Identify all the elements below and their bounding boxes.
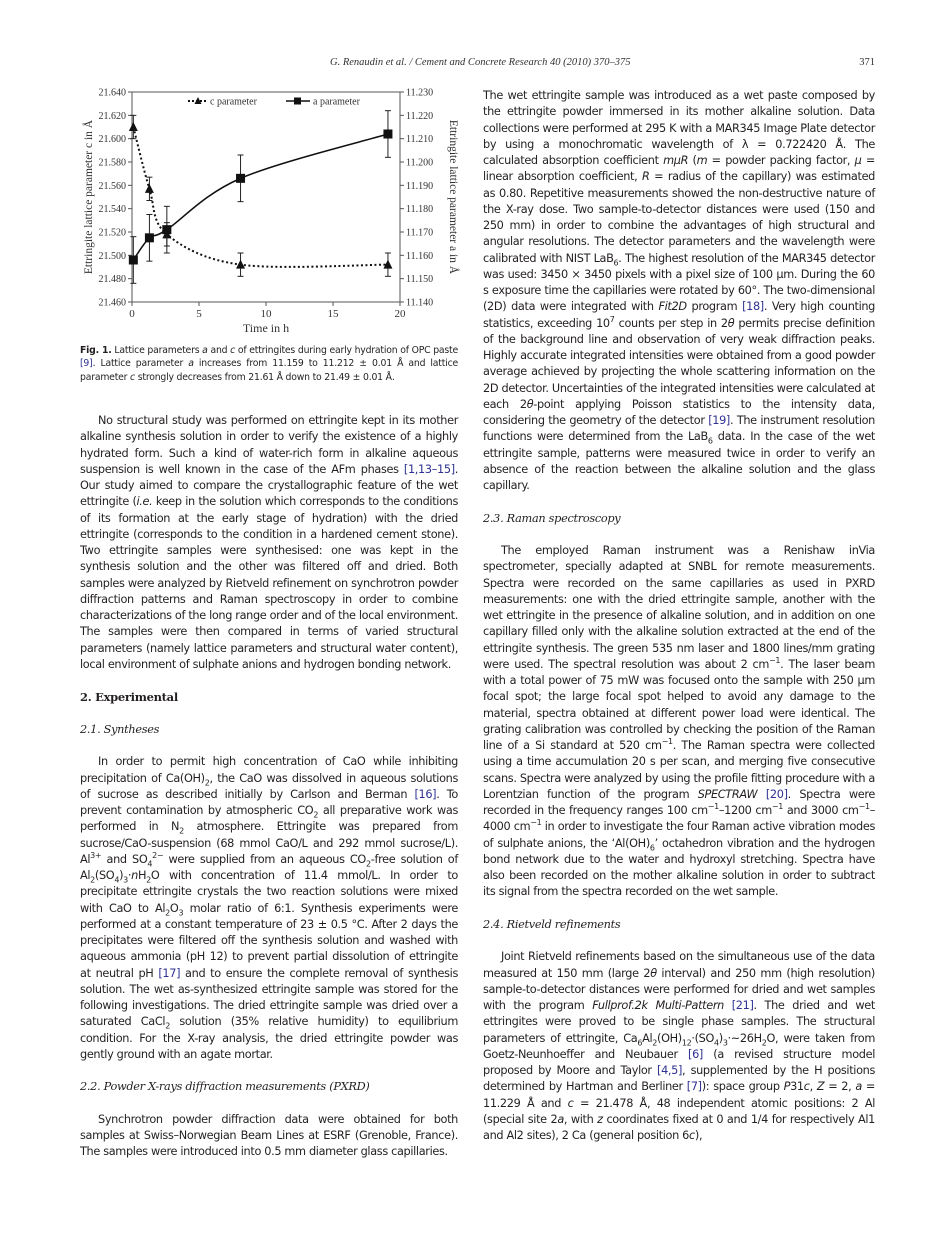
pxrd-continued-paragraph <box>483 88 875 494</box>
i-text: mμR <box>663 154 689 167</box>
subsection-heading-syntheses: 2.1. Syntheses <box>80 722 160 736</box>
text-run: (SO <box>94 869 115 882</box>
sub-text: 2 <box>652 1037 658 1047</box>
text-run: . Very high counting statistics, exceeding 10 <box>483 300 875 330</box>
i-text: θ <box>650 966 657 980</box>
text-run <box>724 999 732 1012</box>
x-tick-label: 15 <box>327 308 339 320</box>
plot-frame <box>132 92 400 302</box>
syntheses-paragraph <box>80 754 458 1063</box>
subsection-heading-rietveld: 2.4. Rietveld refinements <box>483 917 621 931</box>
sup-text: −1 <box>771 802 783 812</box>
reference-link[interactable]: [7] <box>686 1080 702 1094</box>
caption-text: . Lattice parameter <box>92 358 189 370</box>
text-run: . Our study aimed to compare the crystallographic feature of the wet ettringite ( <box>80 462 458 509</box>
x-axis-label: Time in h <box>242 321 290 334</box>
sup-text: 7 <box>609 314 615 324</box>
y-right-axis-label: Ettringite lattice parameter a in Å <box>447 119 459 275</box>
c-parameter-point <box>129 122 138 131</box>
lattice-parameter-chart <box>70 84 470 334</box>
text-run: ) <box>119 869 124 882</box>
intro-paragraph <box>80 413 458 673</box>
i-text: R <box>641 170 650 184</box>
figure-1 <box>70 84 470 334</box>
text-run: ) <box>718 1031 723 1045</box>
caption-text: increases from 11.159 to 11.212 ± 0.01 Å and lattice parameter <box>80 358 459 383</box>
sub-text: 12 <box>681 1037 692 1047</box>
text-run: Joint Rietveld refinements based on the simultaneous use of the data measured at 150 mm (large 2 <box>483 950 875 980</box>
text-run: in order to investigate the four Raman active vibration modes of sulphate anions, the ‘Al(OH) <box>483 820 876 850</box>
text-run: Synchrotron powder diffraction data were obtained for both samples at Swiss–Norwegian Beam Lines at ESRF (Grenoble, France). The samples were introduced into 0.5 mm diameter glass capillaries. <box>80 1112 458 1159</box>
y-right-tick-label: 11.220 <box>406 110 434 122</box>
text-run: and 3000 cm <box>782 804 859 817</box>
i-text: μ <box>854 154 862 167</box>
reference-link[interactable]: [1,13–15] <box>403 462 455 476</box>
sub-text: 2 <box>761 1037 767 1047</box>
text-run: The employed Raman instrument was a Renishaw inVia spectrometer, specially adapted at SNBL for remote measurements. Spectra were recorded on the same capillaries as used in PXRD measurements: one with the dried ettringite sample, another with the wet ettringite in the presence of alkaline solution, and in addition on one capillary filled only with the alkaline solution extracted at the end of the ettringite synthesis. The green 535 nm laser and 1800 lines/mm grating were used. The spectral resolution was about 2 cm <box>483 544 875 671</box>
y-left-tick-label: 21.540 <box>98 204 126 216</box>
sup-text: −1 <box>661 737 673 747</box>
reference-link[interactable]: [19] <box>708 414 730 427</box>
text-run <box>757 788 765 801</box>
c-parameter-line <box>133 127 388 267</box>
caption-var-c: c <box>230 345 236 356</box>
sub-text: 6 <box>637 1037 643 1047</box>
y-left-tick-label: 21.620 <box>98 110 126 122</box>
text-run: , the CaO was dissolved in aqueous solutions of sucrose as described initially by Carlson and Berman <box>80 771 459 801</box>
text-run: molar ratio of 6:1. Synthesis experiments were performed at a constant temperature of 23 ± 0.5 °C. After 2 days the precipitates were filtered off the synthesis solution and washed with aqueous ammonia (pH 12) to prevent partial dissolution of ettringite at neutral pH <box>80 901 458 980</box>
rietveld-paragraph <box>483 949 875 1144</box>
x-tick-label: 10 <box>260 308 272 320</box>
x-tick-label: 20 <box>394 308 406 320</box>
sub-text: 2 <box>165 907 170 917</box>
text-run: No structural study was performed on ettringite kept in its mother alkaline synthesis solution in order to verify the existence of a highly hydrated form. Such a kind of water-rich form in alkaline aqueous suspension is well known in the case of the AFm phases <box>80 414 458 476</box>
i-text: Fullprof.2k Multi-Pattern <box>592 999 724 1012</box>
text-run: . Spectra were recorded in the frequency ranges 100 cm <box>483 787 875 817</box>
text-run: . The highest resolution of the MAR345 detector was used: 3450 × 3450 pixels with a pixel size of 100 μm. During the 60 s exposure time the capillaries were rotated by 60°. The two-dimensional (2D) data were integrated with <box>483 251 875 314</box>
sub-text: 2 <box>90 875 95 885</box>
i-text: Z <box>816 1080 825 1094</box>
right-column <box>483 88 875 1144</box>
text-run: · <box>127 869 132 882</box>
y-right-tick-label: 11.180 <box>406 204 434 216</box>
sup-text: −1 <box>707 802 719 812</box>
sub-text: 4 <box>714 1037 719 1047</box>
i-text: c <box>567 1096 574 1110</box>
caption-var-a: a <box>188 358 194 370</box>
y-right-tick-label: 11.210 <box>406 134 434 146</box>
reference-link[interactable]: [4,5] <box>657 1064 683 1077</box>
y-right-tick-label: 11.200 <box>406 157 434 169</box>
page-number: 371 <box>859 57 875 68</box>
text-run: ·(SO <box>691 1031 714 1045</box>
running-title: G. Renaudin et al. / Cement and Concrete Research 40 (2010) 370–375 <box>330 57 631 68</box>
text-run: atmosphere. Ettringite was prepared from sucrose/CaO-suspension (68 mmol CaO/L and 292 mmol sucrose/L). Al <box>80 820 458 866</box>
text-run: and SO <box>101 852 148 866</box>
a-parameter-point <box>129 256 138 265</box>
text-run: 31 <box>790 1080 804 1094</box>
pxrd-paragraph <box>80 1112 458 1161</box>
i-text: c <box>689 1129 695 1142</box>
text-run: . The instrument resolution functions were determined from the LaB <box>483 414 875 444</box>
a-parameter-point <box>236 174 245 183</box>
sub-text: 3 <box>123 875 128 885</box>
sub-text: 6 <box>613 257 619 267</box>
y-left-tick-label: 21.640 <box>98 87 126 99</box>
text-run: = 11.229 Å and <box>483 1080 876 1110</box>
sup-text: 3+ <box>90 850 102 860</box>
caption-text: of ettringites during early hydration of OPC paste <box>235 345 459 356</box>
x-tick-label: 5 <box>196 308 202 320</box>
text-run: keep in the solution which corresponds to the conditions of its formation at the early stage of hydration) with the dried ettringite (corresponds to the condition in a hardened cement stone). Two ettringite samples were synthesised: one was kept in the synthesis solution and the other was filtered off and dried. Both samples were analyzed by Rietveld refinement on synchrotron powder diffraction patterns and Raman spectroscopy in order to combine characterizations of the long range order and of the local environment. The samples were then compared in terms of varied structural parameters (namely lattice parameters and structural water content), local environment of sulphate anions and hydrogen bonding network. <box>80 495 458 671</box>
a-parameter-point <box>383 130 392 139</box>
sub-text: 4 <box>147 859 153 868</box>
caption-text: strongly decreases from 21.61 Å down to 21.49 ± 0.01 Å. <box>134 371 395 383</box>
sub-text: 3 <box>178 907 184 917</box>
text-run: = linear absorption coefficient, <box>483 154 875 184</box>
y-right-tick-label: 11.160 <box>406 250 434 262</box>
text-run: . The Raman spectra were collected using a time accumulation 20 s per scan, and merging five consecutive scans. Spectra were analyzed by using the profile fitting procedure with a Lorentzian function of the program <box>483 739 875 801</box>
section-heading-experimental: 2. Experimental <box>80 690 178 705</box>
text-run: permits precise definition of the background line and observation of very weak diffraction peaks. Highly accurate integrated intensities were obtained from a good powder average achieved by projecting the whole scattering information on the 2D detector. Uncertainties of the integrated intensities were calculated at each 2 <box>483 316 875 411</box>
text-run: , with <box>563 1112 598 1126</box>
figure-caption <box>80 344 458 384</box>
y-left-tick-label: 21.460 <box>98 297 126 309</box>
a-parameter-point <box>162 225 171 234</box>
sub-text: 2 <box>146 875 151 885</box>
text-run: Al <box>642 1031 653 1045</box>
y-left-tick-label: 21.520 <box>98 227 126 239</box>
y-right-tick-label: 11.170 <box>406 227 434 239</box>
legend-c-label: c parameter <box>210 96 257 108</box>
text-run: were supplied from an aqueous CO <box>163 852 366 866</box>
text-run: –1200 cm <box>718 804 772 817</box>
reference-link[interactable]: [20] <box>765 787 788 801</box>
caption-text: and <box>207 345 231 356</box>
caption-var-c: c <box>130 371 135 383</box>
y-left-tick-label: 21.600 <box>98 134 126 146</box>
a-parameter-line <box>133 134 388 260</box>
text-run: (a revised structure model proposed by Moore and Taylor <box>483 1047 875 1077</box>
text-run: –4000 cm <box>483 804 875 834</box>
y-left-tick-label: 21.500 <box>98 250 126 262</box>
y-left-tick-label: 21.560 <box>98 180 126 192</box>
text-run: In order to permit high concentration of CaO while inhibiting precipitation of Ca(OH) <box>80 755 458 785</box>
text-run: , supplemented by the H positions determined by Hartman and Berliner <box>483 1064 875 1094</box>
x-tick-label: 0 <box>129 308 135 320</box>
a-parameter-point <box>145 233 154 242</box>
sub-text: 2 <box>365 859 371 868</box>
y-right-tick-label: 11.150 <box>406 274 434 286</box>
i-text: Fit2D <box>658 300 687 314</box>
text-run: = powder packing factor, <box>707 154 855 167</box>
sup-text: −1 <box>769 655 781 665</box>
sup-text: 2− <box>152 850 164 860</box>
text-run: interval) and 250 mm (high resolution) sample-to-detector distances were performed for dried and wet samples with the program <box>483 966 875 1012</box>
text-run: program <box>686 300 743 314</box>
c-parameter-point <box>236 260 245 269</box>
text-run: . To prevent contamination by atmospheric CO <box>80 787 458 817</box>
text-run: ( <box>688 154 697 167</box>
y-right-tick-label: 11.140 <box>406 297 434 309</box>
text-run: all preparative work was performed in N <box>80 804 458 834</box>
i-text: c <box>803 1080 810 1094</box>
sub-text: 2 <box>179 826 184 836</box>
text-run: = radius of the capillary) was estimated as 0.80. Repetitive measurements showed the non-destructive nature of the X-ray dose. Two sample-to-detector distances were used (150 and 250 mm) in order to combine the advantages of high structural and angular resolutions. The detector parameters and the wavelength were calibrated with NIST LaB <box>483 170 875 265</box>
text-run: data. In the case of the wet ettringite sample, patterns were measured twice in order to verify an absence of the reaction between the alkaline solution and the glass capillary. <box>483 430 876 492</box>
text-run: = 2, <box>824 1080 856 1094</box>
text-run: ): space group <box>701 1080 784 1094</box>
text-run: H <box>137 869 147 882</box>
i-text: a <box>557 1112 564 1126</box>
text-run: coordinates fixed at 0 and 1/4 for respectively Al1 and Al2 sites), 2 Ca (general position 6 <box>483 1112 876 1142</box>
raman-paragraph <box>483 543 875 901</box>
caption-var-a: a <box>202 345 208 356</box>
text-run: . The laser beam with a total power of 75 mW was focused onto the sample with 250 μm focal spot; the large focal spot helped to avoid any damage to the material, spectra obtained at different power load were identical. The grating calibration was controlled by checking the position of the Raman line of a Si standard at 520 cm <box>483 657 875 752</box>
text-run: -point applying Poisson statistics to the intensity data, considering the geometry of the detector <box>483 397 875 427</box>
i-text: SPECTRAW <box>697 787 758 801</box>
legend-a-marker <box>294 98 301 105</box>
sub-text: 2 <box>313 810 319 820</box>
sup-text: −1 <box>530 818 542 828</box>
sub-text: 3 <box>722 1037 728 1047</box>
y-left-tick-label: 21.480 <box>98 274 126 286</box>
text-run: (OH) <box>657 1031 682 1045</box>
y-left-tick-label: 21.580 <box>98 157 126 169</box>
text-run: and to ensure the complete removal of synthesis solution. The wet as-synthesized ettringite sample was stored for the following investigations. The dried ettringite sample was dried over a saturated CaCl <box>80 966 458 1029</box>
c-parameter-point <box>145 184 154 193</box>
text-run: counts per step in 2 <box>614 316 728 330</box>
text-run: ·~26H <box>727 1031 762 1045</box>
sub-text: 2 <box>165 1021 170 1031</box>
i-text: θ <box>526 397 534 411</box>
i-text: z <box>597 1112 603 1126</box>
subsection-heading-raman: 2.3. Raman spectroscopy <box>483 511 621 525</box>
left-column <box>80 413 458 1161</box>
i-text: i.e. <box>136 495 153 509</box>
y-left-axis-label: Ettringite lattice parameter c in Å <box>83 119 95 275</box>
y-right-tick-label: 11.190 <box>406 180 434 192</box>
i-text: θ <box>727 316 735 330</box>
text-run: ’ octahedron vibration and the hydrogen bond network due to the water and hydroxyl stretching. Spectra have also been recorded on the mother alkaline solution in order to subtract its signal from the spectra recorded on the wet sample. <box>483 836 875 899</box>
caption-label: Fig. 1. <box>80 345 112 356</box>
text-run: O <box>169 901 179 915</box>
i-text: m <box>696 154 708 167</box>
sub-text: 6 <box>649 842 655 852</box>
reference-link[interactable]: [21] <box>731 999 754 1012</box>
y-right-tick-label: 11.230 <box>406 87 434 99</box>
caption-text: Lattice parameters <box>111 345 203 356</box>
sub-text: 4 <box>114 875 120 885</box>
reference-link[interactable]: [18] <box>742 300 764 314</box>
text-run: O, were taken from Goetz-Neunhoeffer and Neubauer <box>483 1031 875 1061</box>
subsection-heading-pxrd: 2.2. Powder X-rays diffraction measurements (PXRD) <box>80 1080 370 1094</box>
text-run: . The dried and wet ettringites were proved to be single phase samples. The structural parameters of ettringite, Ca <box>483 999 875 1045</box>
sup-text: −1 <box>858 802 870 812</box>
text-run: , <box>809 1080 817 1094</box>
text-run: O with concentration of 11.4 mmol/L. In order to precipitate ettringite crystals the two reaction solutions were mixed with CaO to Al <box>80 869 458 915</box>
sub-text: 2 <box>204 777 210 787</box>
legend-a-label: a parameter <box>313 96 360 108</box>
reference-link[interactable]: [17] <box>158 966 181 980</box>
text-run: -free solution of Al <box>80 852 458 882</box>
i-text: P <box>783 1080 791 1094</box>
reference-link[interactable]: [6] <box>688 1047 703 1061</box>
i-text: a <box>855 1080 862 1094</box>
i-text: n <box>131 869 138 882</box>
text-run: The wet ettringite sample was introduced as a wet paste composed by the ettringite powder immersed in its mother alkaline solution. Data collections were performed at 295 K with a MAR345 Image Plate detector by using a monochromatic wavelength of λ = 0.722420 Å. The calculated absorption coefficient <box>483 89 875 167</box>
caption-reference-link[interactable]: [9] <box>80 358 93 370</box>
reference-link[interactable]: [16] <box>414 787 437 801</box>
text-run: = 21.478 Å, 48 independent atomic positions: 2 Al (special site 2 <box>483 1096 875 1126</box>
text-run: ), <box>694 1129 703 1142</box>
sub-text: 6 <box>707 436 713 446</box>
text-run: solution (35% relative humidity) to equilibrium condition. For the X-ray analysis, the dried ettringite powder was gently ground with an agate mortar. <box>80 1015 459 1061</box>
